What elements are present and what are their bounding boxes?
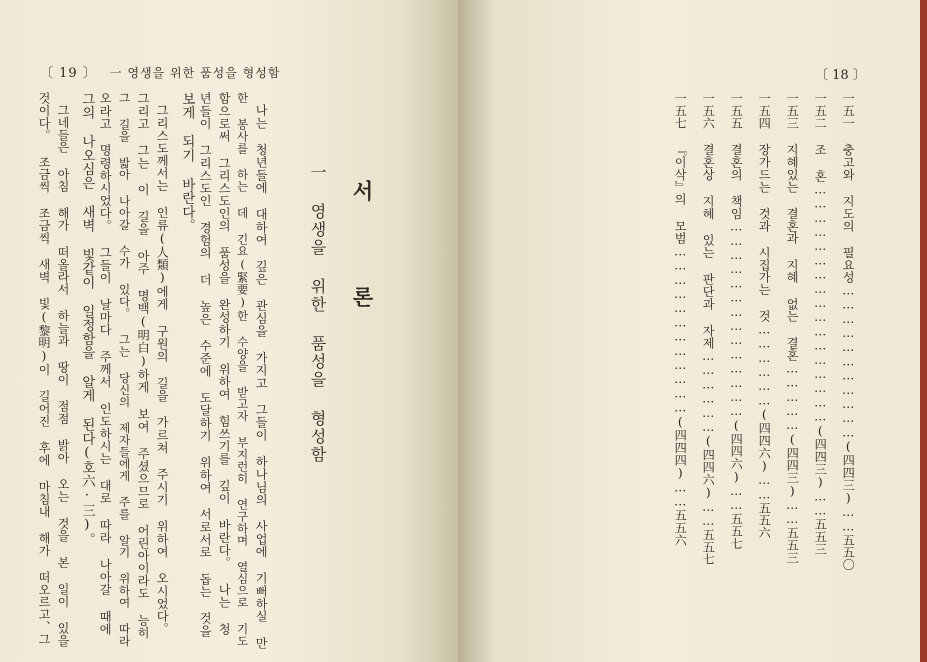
body-line: 그리고 그는 이 길을 아주 명백(明白)하게 보여 주셨으므로 어린아이라도 능히 xyxy=(136,92,151,639)
section-title: 一 영생을 위한 품성을 형성함 xyxy=(308,164,327,464)
toc-entry: 一五四 장가드는 것과 시집가는 것………………(四四六)……五五六 xyxy=(757,92,772,539)
toc-entry: 一五二 조 혼……………………………………………(四四三)……五五三 xyxy=(813,92,828,555)
body-line: 것이다。 조금씩 조금씩 새벽 빛(黎明)이 길어진 후에 마침내 해가 떠오르고、그 xyxy=(37,92,51,646)
body-line: 오라고 명령하시었다。 그들이 날마다 주께서 인도하시는 대로 따라 나아갈 때에 xyxy=(98,92,113,636)
body-line: 그네들은 아침 해가 떠올라서 하늘과 땅이 점점 밝아 오는 것을 본 일이 있을 xyxy=(56,104,70,647)
left-page xyxy=(0,0,458,662)
body-line: 한 봉사를 하는 데 긴요(緊要)한 수양을 받고자 부지런히 연구하며 열심으로 기도 xyxy=(235,92,250,647)
body-line: 그리스도께서는 인류(人類)에게 구원의 길을 가르쳐 주시기 위하여 오시었다。 xyxy=(155,104,170,635)
page-heading: 서 론 xyxy=(350,180,375,337)
toc-entry: 一五五 결혼의 책임……………………………………(四四六)……五五七 xyxy=(729,92,744,550)
body-line: 함으로써 그리스도인의 품성을 완성하기 위하여 힘쓰기를 깊이 바란다。 나는 청 xyxy=(217,92,232,636)
toc-entry: 一五三 지혜있는 결혼과 지혜 없는 결혼……………(四四三)……五五三 xyxy=(785,92,800,564)
right-page-number: 〔 18 〕 xyxy=(815,68,866,83)
left-page-number: 〔 19 〕 xyxy=(40,66,97,81)
book-cover-edge xyxy=(920,0,927,662)
running-head xyxy=(40,62,280,81)
toc-entry: 一五七 『이삭』의 모범………………………………(四四四)……五五六 xyxy=(673,92,688,546)
running-head-title: 一 영생을 위한 품성을 형성함 xyxy=(109,66,281,80)
body-line: 년들이 그리스도인 경험의 더 높은 수준에 도달하기 위하여 서로서로 돕는 것을 xyxy=(198,92,213,638)
body-line: 그의 나오심은 새벽 빛같이 일정함을 알게 된다(호六·三)。 xyxy=(79,92,95,547)
body-line: 그 길을 밟아 나아갈 수가 있다。 그는 당신의 제자들에게 주를 알기 위하여 따라 xyxy=(117,92,132,647)
body-line: 보게 되기 바란다。 xyxy=(179,92,195,233)
toc-entry: 一五一 충고와 지도의 필요성……………………………(四四三)……五五〇 xyxy=(841,92,856,571)
toc-entry: 一五六 결혼상 지혜 있는 판단과 자제………………(四四六)……五五七 xyxy=(701,92,716,566)
right-page xyxy=(458,0,920,662)
body-line: 나는 청년들에 대하여 깊은 관심을 가지고 그들이 하나님의 사업에 기뻐하실 만 xyxy=(254,104,269,650)
